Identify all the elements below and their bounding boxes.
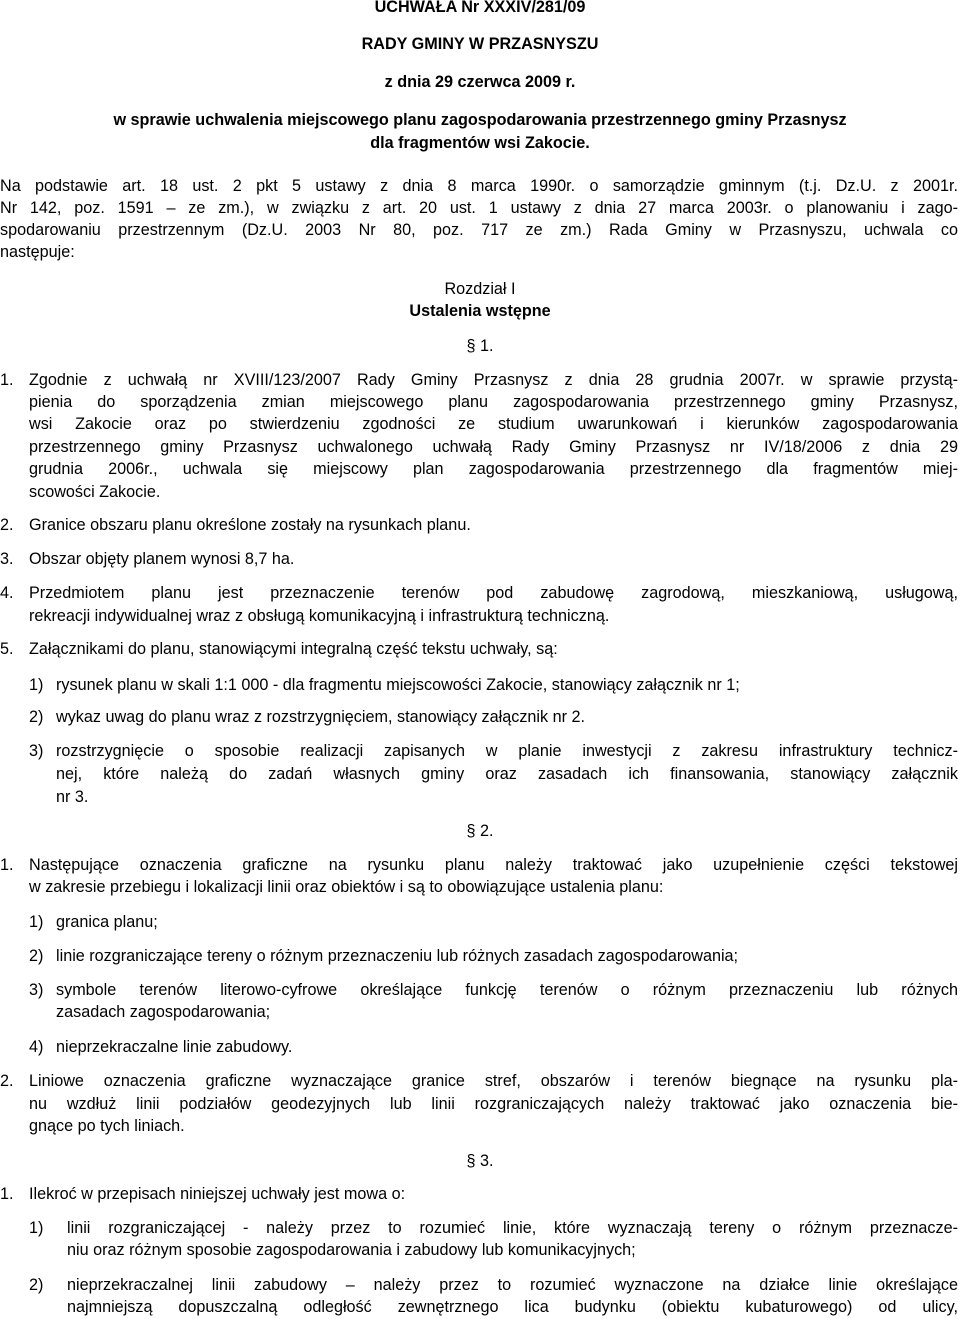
par1-point-5-text: Załącznikami do planu, stanowiącymi integralną część tekstu uchwały, są: xyxy=(29,640,558,658)
definition-1-line-1: linii rozgraniczającej - należy przez to rozumieć linie, które wyznaczają tereny o różnym przeznacze- xyxy=(67,1219,958,1237)
par2-item-2-text: linie rozgraniczające tereny o różnym przeznaczeniu lub różnych zasadach zagospodarowania; xyxy=(56,947,739,965)
definition-2-line-2: najmniejszą dopuszczalną odległość zewnętrznego lica budynku (obiektu kubaturowego) od ulicy, xyxy=(67,1298,958,1316)
par3-point-1-number: 1. xyxy=(0,1185,14,1203)
par2-item-1-text: granica planu; xyxy=(56,913,158,931)
par1-point-1-line-6: scowości Zakocie. xyxy=(29,483,161,501)
par1-point-4-line-1: Przedmiotem planu jest przeznaczenie terenów pod zabudowę zagrodową, mieszkaniową, usługową, xyxy=(29,584,958,602)
preamble-line-2: Nr 142, poz. 1591 – ze zm.), w związku z art. 20 ust. 1 ustawy z dnia 27 marca 2003r. o planowaniu i zago- xyxy=(0,199,958,217)
par1-point-4-line-2: rekreacji indywidualnej wraz z obsługą komunikacyjną i infrastrukturą techniczną. xyxy=(29,607,610,625)
par2-item-3-number: 3) xyxy=(29,981,44,999)
attachment-3-line-1: rozstrzygnięcie o sposobie realizacji zapisanych w planie inwestycji z zakresu infrastruktury technicz- xyxy=(56,742,958,760)
par2-item-1-number: 1) xyxy=(29,913,44,931)
par1-point-1-line-5: grudnia 2006r., uchwala się miejscowy plan zagospodarowania przestrzennego dla fragmentów miej- xyxy=(29,460,958,478)
council-name: RADY GMINY W PRZASNYSZU xyxy=(361,35,599,53)
par1-point-1-line-3: wsi Zakocie oraz po stwierdzeniu zgodności ze studium uwarunkowań i kierunków zagospodarowania xyxy=(29,415,958,433)
par2-item-3-line-2: zasadach zagospodarowania; xyxy=(56,1003,271,1021)
par2-point-1-line-2: w zakresie przebiegu i lokalizacji linii oraz obiektów i są to obowiązujące ustalenia planu: xyxy=(29,878,664,896)
attachment-1-number: 1) xyxy=(29,676,44,694)
par1-point-1-line-4: przestrzennego gminy Przasnysz uchwalonego uchwałą Rady Gminy Przasnysz nr IV/18/2006 z dnia 29 xyxy=(29,438,958,456)
par1-point-5-number: 5. xyxy=(0,640,14,658)
par1-point-4-number: 4. xyxy=(0,584,14,602)
par2-point-1-line-1: Następujące oznaczenia graficzne na rysunku planu należy traktować jako uzupełnienie części tekstowej xyxy=(29,856,958,874)
subject-line-1: w sprawie uchwalenia miejscowego planu zagospodarowania przestrzennego gminy Przasnysz xyxy=(113,111,847,129)
par2-point-1-number: 1. xyxy=(0,856,14,874)
section-2-heading: § 2. xyxy=(466,822,494,840)
par1-point-1-line-2: pienia do sporządzenia zmian miejscowego planu zagospodarowania przestrzennego gminy Przasnysz, xyxy=(29,393,958,411)
attachment-3-line-3: nr 3. xyxy=(56,788,89,806)
par2-item-4-text: nieprzekraczalne linie zabudowy. xyxy=(56,1038,293,1056)
par2-point-2-number: 2. xyxy=(0,1072,14,1090)
attachment-3-number: 3) xyxy=(29,742,44,760)
definition-1-number: 1) xyxy=(29,1219,44,1237)
attachment-3-line-2: nej, które należą do zadań własnych gminy oraz zasadach ich finansowania, stanowiący załącznik xyxy=(56,765,958,783)
par2-point-2-line-3: gnące po tych liniach. xyxy=(29,1117,185,1135)
par1-point-2-text: Granice obszaru planu określone zostały na rysunkach planu. xyxy=(29,516,471,534)
attachment-2-number: 2) xyxy=(29,708,44,726)
resolution-title: UCHWAŁA Nr XXXIV/281/09 xyxy=(374,0,586,16)
par2-point-2-line-2: nu wzdłuż linii podziałów geodezyjnych lub linii rozgraniczających należy traktować jako oznaczenia bie- xyxy=(29,1095,958,1113)
par1-point-2-number: 2. xyxy=(0,516,14,534)
preamble-line-1: Na podstawie art. 18 ust. 2 pkt 5 ustawy z dnia 8 marca 1990r. o samorządzie gminnym (t.j. Dz.U. z 2001r. xyxy=(0,177,958,195)
chapter-label: Rozdział I xyxy=(444,280,516,298)
par1-point-1-line-1: Zgodnie z uchwałą nr XVIII/123/2007 Rady Gminy Przasnysz z dnia 28 grudnia 2007r. w sprawie przystą- xyxy=(29,371,958,389)
attachment-2-text: wykaz uwag do planu wraz z rozstrzygnięciem, stanowiący załącznik nr 2. xyxy=(56,708,586,726)
section-1-heading: § 1. xyxy=(466,337,494,355)
definition-2-line-1: nieprzekraczalnej linii zabudowy – należy przez to rozumieć wyznaczone na działce linie określające xyxy=(67,1276,958,1294)
par1-point-1-number: 1. xyxy=(0,371,14,389)
section-3-heading: § 3. xyxy=(466,1152,494,1170)
par1-point-3-number: 3. xyxy=(0,550,14,568)
par2-item-4-number: 4) xyxy=(29,1038,44,1056)
par2-point-2-line-1: Liniowe oznaczenia graficzne wyznaczające granice stref, obszarów i terenów biegnące na rysunku pla- xyxy=(29,1072,958,1090)
definition-2-number: 2) xyxy=(29,1276,44,1294)
chapter-title: Ustalenia wstępne xyxy=(409,302,551,320)
resolution-date: z dnia 29 czerwca 2009 r. xyxy=(384,73,576,91)
preamble-line-3: spodarowaniu przestrzennym (Dz.U. 2003 Nr 80, poz. 717 ze zm.) Rada Gminy w Przasnyszu, uchwala co xyxy=(0,221,958,239)
definition-1-line-2: niu oraz różnym sposobie zagospodarowania i zabudowy lub komunikacyjnych; xyxy=(67,1241,636,1259)
par3-point-1-text: Ilekroć w przepisach niniejszej uchwały jest mowa o: xyxy=(29,1185,406,1203)
preamble-line-4: następuje: xyxy=(0,243,75,261)
attachment-1-text: rysunek planu w skali 1:1 000 - dla fragmentu miejscowości Zakocie, stanowiący załącznik nr 1; xyxy=(56,676,740,694)
par1-point-3-text: Obszar objęty planem wynosi 8,7 ha. xyxy=(29,550,295,568)
par2-item-2-number: 2) xyxy=(29,947,44,965)
subject-line-2: dla fragmentów wsi Zakocie. xyxy=(370,134,590,152)
par2-item-3-line-1: symbole terenów literowo-cyfrowe określające funkcję terenów o różnym przeznaczeniu lub różnych xyxy=(56,981,958,999)
